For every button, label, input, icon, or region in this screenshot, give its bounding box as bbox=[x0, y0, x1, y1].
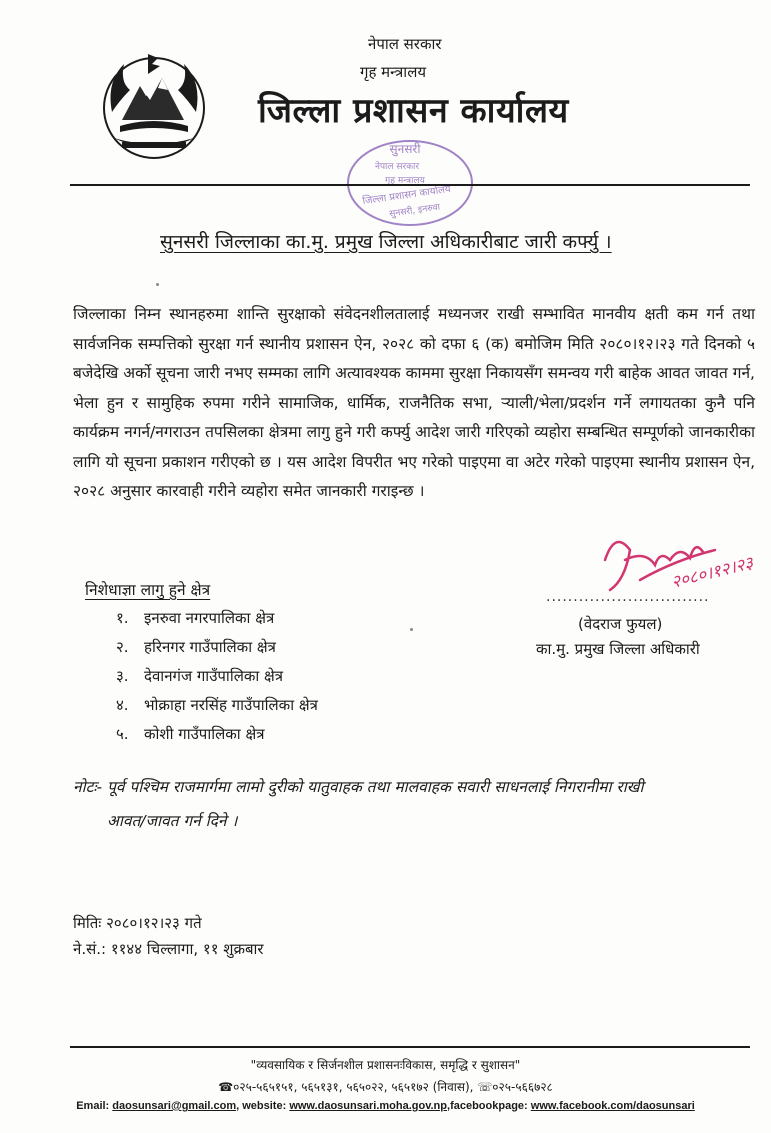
header-divider bbox=[70, 184, 750, 186]
list-item bbox=[116, 720, 318, 749]
facebook-label: facebookpage: bbox=[450, 1100, 528, 1112]
zone-number: ४. bbox=[116, 696, 129, 714]
zone-number: ३. bbox=[116, 667, 129, 685]
email-label: Email: bbox=[76, 1100, 110, 1112]
list-item bbox=[116, 691, 318, 720]
stamp-text: जिल्ला प्रशासन कार्यालय bbox=[361, 183, 452, 208]
nepal-sambat-date: ने.सं.: ११४४ चिल्लागा, ११ शुक्रबार bbox=[73, 940, 264, 958]
signature-date: २०८०।१२।२३ bbox=[669, 553, 756, 593]
stamp-text: गृह मन्त्रालय bbox=[385, 176, 425, 186]
zone-name: देवानगंज गाउँपालिका क्षेत्र bbox=[144, 667, 284, 685]
zone-name: इनरुवा नगरपालिका क्षेत्र bbox=[144, 609, 275, 627]
office-stamp bbox=[335, 125, 485, 230]
zone-number: ५. bbox=[116, 725, 129, 743]
zone-number: २. bbox=[116, 638, 129, 656]
list-item bbox=[116, 633, 318, 662]
stamp-text: सुनसरी, इनरुवा bbox=[388, 202, 441, 220]
zone-name: भोक्राहा नरसिंह गाउँपालिका क्षेत्र bbox=[144, 696, 318, 714]
signature-line: .............................. bbox=[546, 589, 710, 605]
zone-name: हरिनगर गाउँपालिका क्षेत्र bbox=[144, 638, 276, 656]
notice-headline: सुनसरी जिल्लाका का.मु. प्रमुख जिल्ला अधिकारीबाट जारी कर्फ्यु । bbox=[160, 231, 612, 253]
zone-name: कोशी गाउँपालिका क्षेत्र bbox=[144, 725, 265, 743]
signatory-role: का.मु. प्रमुख जिल्ला अधिकारी bbox=[536, 640, 700, 658]
website-label: website: bbox=[242, 1100, 287, 1112]
nepal-government-emblem bbox=[92, 42, 216, 166]
facebook-link[interactable]: www.facebook.com/daosunsari bbox=[530, 1100, 695, 1112]
restricted-zones-title: निशेधाज्ञा लागु हुने क्षेत्र bbox=[85, 581, 211, 599]
paper-speck bbox=[156, 283, 159, 286]
ministry-name: गृह मन्त्रालय bbox=[360, 63, 427, 81]
stamp-text: सुनसरी bbox=[389, 142, 421, 156]
email-link[interactable]: daosunsari@gmail.com bbox=[112, 1100, 237, 1112]
list-item bbox=[116, 604, 318, 633]
website-link[interactable]: www.daosunsari.moha.gov.np bbox=[289, 1100, 447, 1112]
footer-divider bbox=[70, 1046, 750, 1048]
notice-body: जिल्लाका निम्न स्थानहरुमा शान्ति सुरक्षाको संवेदनशीलतालाई मध्यनजर राखी सम्भावित मानवीय क्षती कम गर्न तथा सार्वजनिक सम्पत्तिको सुरक्षा गर्न स्थानीय प्रशासन ऐन, २०२८ को दफा ६ (क) बमोजिम मिति २०८०।१२।२३ गते दिनको ५ बजेदेखि अर्को सूचना जारी नभए सम्मका लागि अत्यावश्यक काममा सुरक्षा निकायसँग समन्वय गरी बाहेक आवत जावत गर्न, भेला हुन र सामुहिक रुपमा गरीने सामाजिक, धार्मिक, राजनैतिक सभा, र्‍याली/भेला/प्रदर्शन गर्ने लगायतका कुनै पनि कार्यक्रम नगर्न/नगराउन तपसिलका क्षेत्रमा लागु हुने गरी कर्फ्यु आदेश जारी गरिएको व्यहोरा सम्बन्धित सम्पूर्णको जानकारीका लागि यो सूचना प्रकाशन गरीएको छ । यस आदेश विपरीत भए गरेको पाइएमा वा अटेर गरेको पाइएमा स्थानीय प्रशासन ऐन, २०२८ अनुसार कारवाही गरीने व्यहोरा समेत जानकारी गराइन्छ । bbox=[73, 305, 755, 500]
note-line-2: आवत/जावत गर्न दिने । bbox=[107, 812, 238, 830]
footer-contact-links: Email: daosunsari@gmail.com, website: www.daosunsari.moha.gov.np,facebookpage: www.facebook.com/daosunsari bbox=[76, 1100, 695, 1112]
list-item bbox=[116, 662, 318, 691]
note-line-1: नोटः- पूर्व पश्चिम राजमार्गमा लामो दुरीको यातुवाहक तथा मालवाहक सवारी साधनलाई निगरानीमा राखी bbox=[73, 778, 644, 796]
government-name: नेपाल सरकार bbox=[368, 35, 442, 53]
restricted-zones-list bbox=[116, 604, 318, 749]
footer-motto: "व्यवसायिक र सिर्जनशील प्रशासनःविकास, समृद्धि र सुशासन" bbox=[250, 1058, 521, 1072]
stamp-text: नेपाल सरकार bbox=[374, 162, 420, 172]
footer-phone-numbers: ☎०२५-५६५१५१, ५६५१३१, ५६५०२२, ५६५१७२ (निवास), ☏०२५-५६६७२८ bbox=[218, 1080, 553, 1094]
zone-number: १. bbox=[116, 609, 129, 627]
office-title: जिल्ला प्रशासन कार्यालय bbox=[258, 91, 569, 131]
notice-note bbox=[73, 770, 763, 838]
issue-date: मितिः २०८०।१२।२३ गते bbox=[73, 914, 202, 932]
paper-speck bbox=[410, 628, 413, 631]
signatory-name: (वेदराज फुयल) bbox=[578, 615, 663, 633]
